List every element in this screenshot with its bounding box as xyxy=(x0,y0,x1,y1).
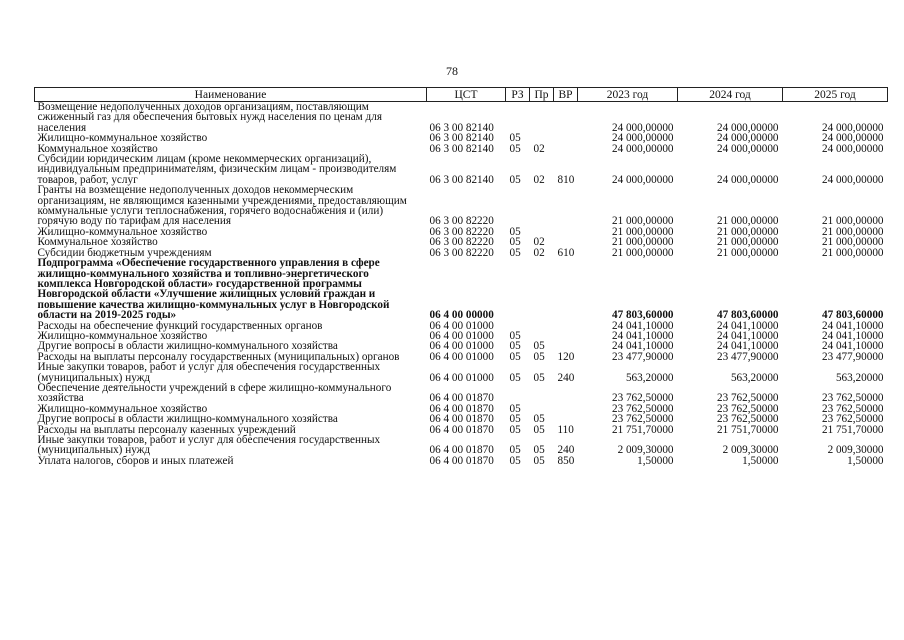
year-2023-cell: 23 477,90000 xyxy=(611,350,674,363)
name-cell: Иные закупки товаров, работ и услуг для обеспечения государственных (муниципальных) нужд xyxy=(37,361,381,384)
vr-cell xyxy=(554,227,578,237)
vr-cell: 240 xyxy=(557,444,575,457)
name-cell: Жилищно-коммунальное хозяйство xyxy=(37,402,208,415)
pr-cell xyxy=(530,321,554,331)
vr-cell xyxy=(554,321,578,331)
rz-cell: 05 xyxy=(509,371,521,384)
name-cell: Уплата налогов, сборов и иных платежей xyxy=(37,454,234,467)
rz-cell: 05 xyxy=(509,350,521,363)
vr-cell xyxy=(554,383,578,404)
name-cell: Возмещение недополученных доходов организациям, поставляющим сжиженный газ для обеспечения бытовых нужд населения по ценам для населения xyxy=(37,101,382,134)
year-2025-cell: 24 000,00000 xyxy=(821,132,884,145)
rz-cell: 05 xyxy=(509,340,521,353)
pr-cell xyxy=(530,383,554,404)
table-row xyxy=(35,362,888,383)
rz-cell: 05 xyxy=(509,246,521,259)
vr-cell: 240 xyxy=(557,371,575,384)
year-2023-cell: 24 041,10000 xyxy=(611,340,674,353)
pr-cell: 02 xyxy=(533,142,545,155)
name-cell: Жилищно-коммунальное хозяйство xyxy=(37,329,208,342)
year-2025-cell: 563,20000 xyxy=(835,371,884,384)
name-cell: Расходы на выплаты персоналу казенных учреждений xyxy=(37,423,296,436)
rz-cell xyxy=(506,102,530,134)
budget-table xyxy=(34,87,888,466)
vr-cell xyxy=(554,185,578,227)
cst-cell: 06 3 00 82140 xyxy=(429,121,494,134)
cst-cell: 06 4 00 01000 xyxy=(429,340,494,353)
cst-cell: 06 3 00 82220 xyxy=(429,236,494,249)
year-2023-cell: 24 041,10000 xyxy=(611,329,674,342)
pr-cell: 05 xyxy=(533,340,545,353)
year-2023-cell: 1,50000 xyxy=(637,454,674,467)
cst-cell: 06 4 00 01000 xyxy=(429,371,494,384)
year-2025-cell: 23 477,90000 xyxy=(821,350,884,363)
cst-cell: 06 4 00 01870 xyxy=(429,402,494,415)
name-cell: Коммунальное хозяйство xyxy=(37,236,158,249)
rz-cell: 05 xyxy=(509,329,521,342)
vr-cell xyxy=(554,258,578,320)
cst-cell: 06 3 00 82220 xyxy=(429,215,494,228)
year-2023-cell: 24 000,00000 xyxy=(611,142,674,155)
cst-cell: 06 3 00 82140 xyxy=(429,173,494,186)
cst-cell: 06 4 00 01870 xyxy=(429,392,494,405)
year-2023-cell: 21 000,00000 xyxy=(611,225,674,238)
rz-cell: 05 xyxy=(509,423,521,436)
year-2025-cell: 1,50000 xyxy=(847,454,884,467)
year-2024-cell: 24 000,00000 xyxy=(716,173,779,186)
name-cell: Обеспечение деятельности учреждений в сфере жилищно-коммунального хозяйства xyxy=(37,381,392,405)
table-header-row xyxy=(35,88,888,102)
year-2024-cell: 47 803,60000 xyxy=(716,309,779,322)
year-2024-cell: 563,20000 xyxy=(730,371,779,384)
rz-cell: 05 xyxy=(509,413,521,426)
year-2025-cell: 24 041,10000 xyxy=(821,329,884,342)
year-2025-cell: 21 751,70000 xyxy=(821,423,884,436)
name-cell: Субсидии бюджетным учреждениям xyxy=(37,246,212,259)
cst-cell: 06 3 00 82220 xyxy=(429,246,494,259)
year-2025-cell: 2 009,30000 xyxy=(827,444,884,457)
pr-cell: 05 xyxy=(533,371,545,384)
year-2025-cell: 21 000,00000 xyxy=(821,246,884,259)
year-2024-cell: 24 041,10000 xyxy=(716,319,779,332)
page-number: 78 xyxy=(446,64,458,78)
year-2023-cell: 23 762,50000 xyxy=(611,413,674,426)
year-2025-cell: 23 762,50000 xyxy=(821,402,884,415)
name-cell: Другие вопросы в области жилищно-коммунального хозяйства xyxy=(37,340,338,353)
table-row xyxy=(35,102,888,134)
year-2025-cell: 24 000,00000 xyxy=(821,173,884,186)
year-2024-cell: 24 000,00000 xyxy=(716,132,779,145)
vr-cell: 850 xyxy=(557,454,575,467)
pr-cell: 02 xyxy=(533,236,545,249)
year-2025-cell: 23 762,50000 xyxy=(821,392,884,405)
table-row xyxy=(35,185,888,227)
year-2024-cell: 23 477,90000 xyxy=(716,350,779,363)
year-2025-cell: 24 041,10000 xyxy=(821,340,884,353)
rz-cell: 05 xyxy=(509,236,521,249)
year-2023-cell: 21 751,70000 xyxy=(611,423,674,436)
pr-cell: 05 xyxy=(533,444,545,457)
year-2024-cell: 21 000,00000 xyxy=(716,246,779,259)
year-2024-cell: 24 041,10000 xyxy=(716,329,779,342)
cst-cell: 06 4 00 01000 xyxy=(429,329,494,342)
cst-cell: 06 4 00 00000 xyxy=(429,309,494,322)
vr-cell: 120 xyxy=(557,350,575,363)
cst-cell: 06 4 00 01870 xyxy=(429,444,494,457)
cst-cell: 06 3 00 82220 xyxy=(429,225,494,238)
name-cell: Иные закупки товаров, работ и услуг для обеспечения государственных (муниципальных) нужд xyxy=(37,434,381,457)
year-2024-cell: 24 000,00000 xyxy=(716,121,779,134)
year-2023-cell: 563,20000 xyxy=(625,371,674,384)
pr-cell: 05 xyxy=(533,350,545,363)
table-row xyxy=(35,258,888,320)
year-2024-cell: 21 000,00000 xyxy=(716,215,779,228)
cst-cell: 06 4 00 01000 xyxy=(429,350,494,363)
year-2024-cell: 23 762,50000 xyxy=(716,392,779,405)
rz-cell: 05 xyxy=(509,132,521,145)
year-2023-cell: 24 041,10000 xyxy=(611,319,674,332)
vr-cell xyxy=(554,102,578,134)
name-cell: Жилищно-коммунальное хозяйство xyxy=(37,132,208,145)
header-vr: ВР xyxy=(554,88,578,102)
year-2023-cell: 21 000,00000 xyxy=(611,236,674,249)
table-row xyxy=(35,456,888,466)
year-2024-cell: 21 751,70000 xyxy=(716,423,779,436)
year-2025-cell: 23 762,50000 xyxy=(821,413,884,426)
name-cell: Жилищно-коммунальное хозяйство xyxy=(37,225,208,238)
rz-cell: 05 xyxy=(509,454,521,467)
year-2025-cell: 47 803,60000 xyxy=(821,309,884,322)
year-2024-cell: 1,50000 xyxy=(742,454,779,467)
cst-cell: 06 4 00 01870 xyxy=(429,423,494,436)
name-cell: Коммунальное хозяйство xyxy=(37,142,158,155)
pr-cell xyxy=(530,258,554,320)
vr-cell: 610 xyxy=(557,246,575,259)
table-row xyxy=(35,383,888,404)
pr-cell xyxy=(530,102,554,134)
year-2023-cell: 24 000,00000 xyxy=(611,173,674,186)
year-2023-cell: 24 000,00000 xyxy=(611,121,674,134)
year-2024-cell: 23 762,50000 xyxy=(716,413,779,426)
cst-cell: 06 3 00 82140 xyxy=(429,132,494,145)
rz-cell: 05 xyxy=(509,173,521,186)
table-row xyxy=(35,435,888,456)
year-2025-cell: 21 000,00000 xyxy=(821,225,884,238)
vr-cell xyxy=(554,133,578,143)
year-2023-cell: 21 000,00000 xyxy=(611,215,674,228)
vr-cell xyxy=(554,331,578,341)
name-cell: Расходы на обеспечение функций государственных органов xyxy=(37,319,323,332)
year-2024-cell: 2 009,30000 xyxy=(722,444,779,457)
year-2025-cell: 21 000,00000 xyxy=(821,215,884,228)
header-pr: Пр xyxy=(530,88,554,102)
name-cell: Расходы на выплаты персоналу государственных (муниципальных) органов xyxy=(37,350,400,363)
cst-cell: 06 4 00 01870 xyxy=(429,413,494,426)
year-2025-cell: 24 000,00000 xyxy=(821,142,884,155)
year-2023-cell: 24 000,00000 xyxy=(611,132,674,145)
vr-cell: 110 xyxy=(557,423,574,436)
year-2024-cell: 21 000,00000 xyxy=(716,236,779,249)
year-2023-cell: 23 762,50000 xyxy=(611,392,674,405)
pr-cell: 05 xyxy=(533,454,545,467)
year-2025-cell: 21 000,00000 xyxy=(821,236,884,249)
header-year-2023: 2023 год xyxy=(578,88,678,102)
name-cell: Другие вопросы в области жилищно-коммунального хозяйства xyxy=(37,413,338,426)
name-cell: Гранты на возмещение недополученных доходов некоммерческим организациям, не являющимся казенными учреждениями, предоставляющим коммунальные услуги теплоснабжения, горячего водоснабжения и (или) горячую воду по тарифам для населения xyxy=(37,184,407,228)
year-2023-cell: 2 009,30000 xyxy=(617,444,674,457)
rz-cell: 05 xyxy=(509,402,521,415)
header-name: Наименование xyxy=(35,88,427,102)
cst-cell: 06 3 00 82140 xyxy=(429,142,494,155)
cst-cell: 06 4 00 01000 xyxy=(429,319,494,332)
header-year-2024: 2024 год xyxy=(678,88,783,102)
year-2023-cell: 23 762,50000 xyxy=(611,402,674,415)
pr-cell: 05 xyxy=(533,423,545,436)
header-rz: РЗ xyxy=(506,88,530,102)
rz-cell: 05 xyxy=(509,142,521,155)
cst-cell: 06 4 00 01870 xyxy=(429,454,494,467)
rz-cell xyxy=(506,383,530,404)
header-year-2025: 2025 год xyxy=(783,88,888,102)
year-2025-cell: 24 041,10000 xyxy=(821,319,884,332)
rz-cell xyxy=(506,258,530,320)
year-2024-cell: 24 041,10000 xyxy=(716,340,779,353)
year-2024-cell: 24 000,00000 xyxy=(716,142,779,155)
pr-cell: 02 xyxy=(533,246,545,259)
year-2024-cell: 21 000,00000 xyxy=(716,225,779,238)
pr-cell: 02 xyxy=(533,173,545,186)
year-2023-cell: 21 000,00000 xyxy=(611,246,674,259)
year-2025-cell: 24 000,00000 xyxy=(821,121,884,134)
name-cell: Подпрограмма «Обеспечение государственного управления в сфере жилищно-коммунального хозяйства и топливно-энергетического комплекса Новгородской области» государственной программы Новгородской области «Улучшение жилищных условий граждан и повышение качества жилищно-коммунальных услуг в Новгородской области на 2019-2025 годы» xyxy=(37,257,390,322)
table-body xyxy=(35,102,888,467)
rz-cell: 05 xyxy=(509,444,521,457)
table-row xyxy=(35,154,888,185)
vr-cell xyxy=(554,404,578,414)
year-2024-cell: 23 762,50000 xyxy=(716,402,779,415)
name-cell: Субсидии юридическим лицам (кроме некоммерческих организаций), индивидуальным предпринимателям, физическим лицам - производителям товаров, работ, услуг xyxy=(37,153,397,186)
rz-cell xyxy=(506,185,530,227)
header-cst: ЦСТ xyxy=(427,88,506,102)
vr-cell xyxy=(554,144,578,154)
vr-cell: 810 xyxy=(557,173,575,186)
year-2023-cell: 47 803,60000 xyxy=(611,309,674,322)
pr-cell: 05 xyxy=(533,413,545,426)
pr-cell xyxy=(530,185,554,227)
rz-cell: 05 xyxy=(509,225,521,238)
